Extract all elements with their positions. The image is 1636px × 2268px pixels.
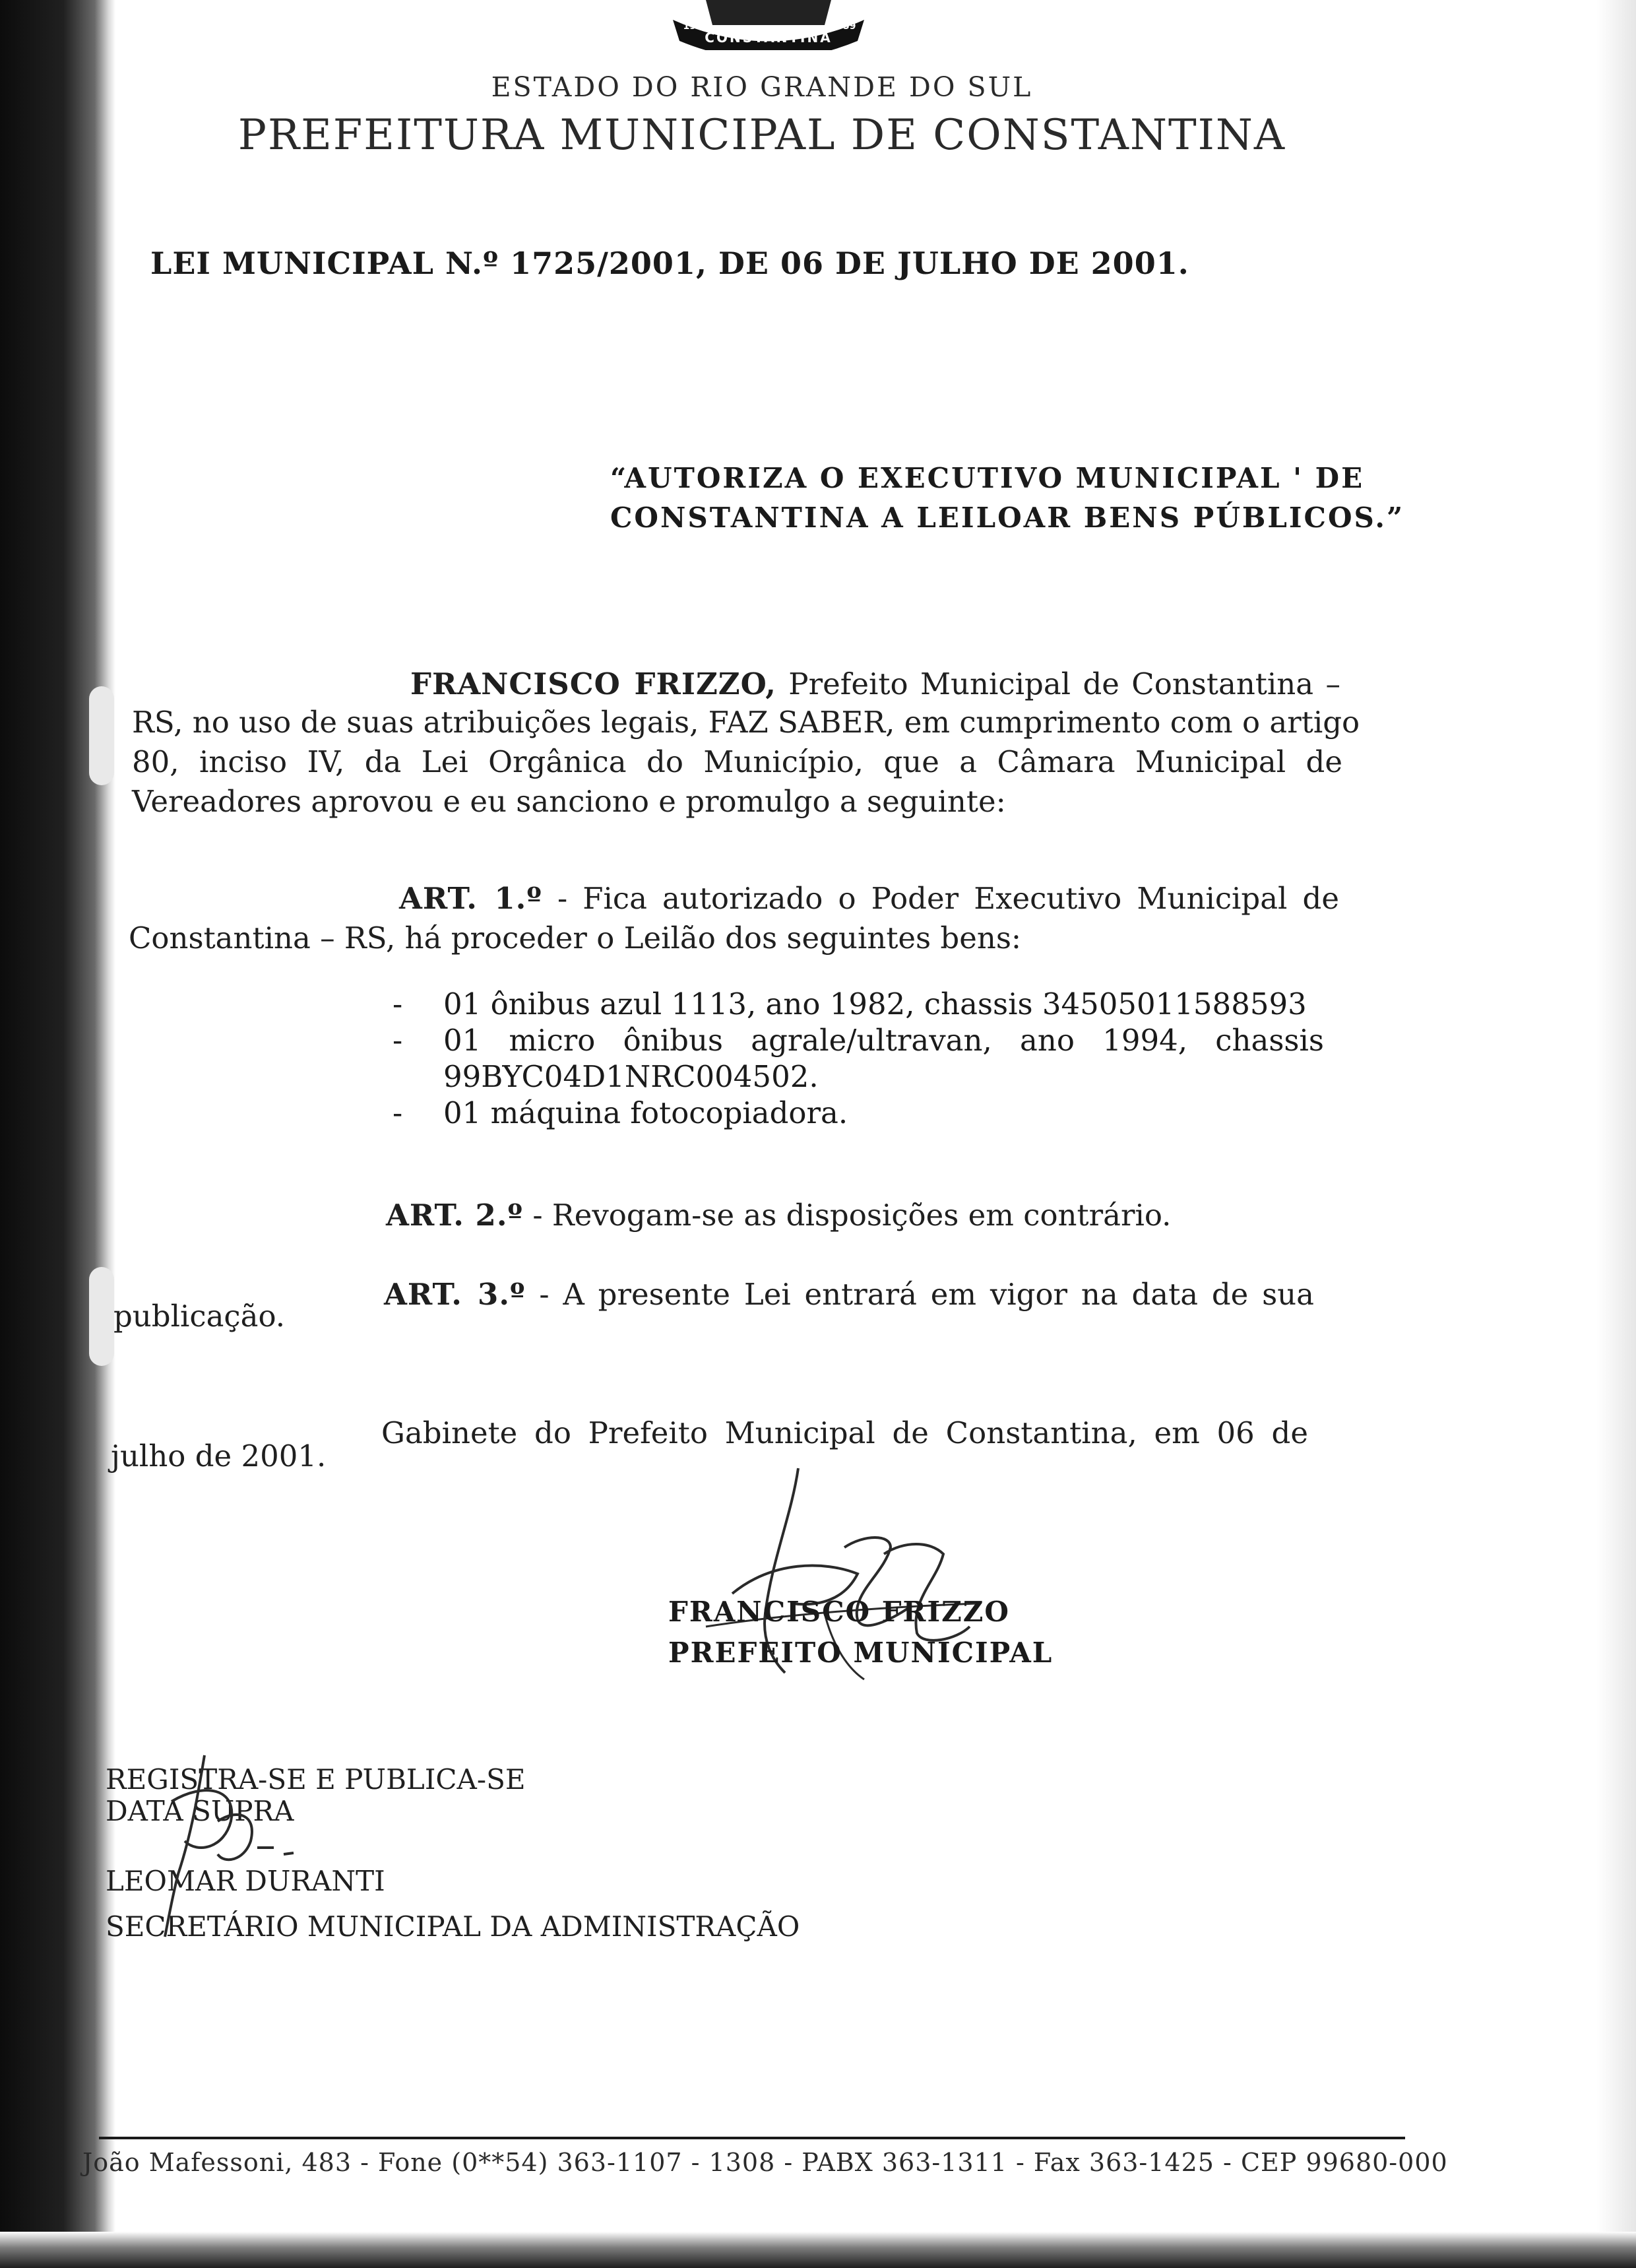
- ementa-line-1: “AUTORIZA O EXECUTIVO MUNICIPAL ' DE: [610, 462, 1365, 494]
- art2-text: - Revogam-se as disposições em contrário.: [532, 1198, 1172, 1233]
- list-bullet: -: [393, 1023, 403, 1058]
- seal-name: CONSTANTINA: [705, 30, 833, 46]
- list-item-2-line-1: 01 micro ônibus agrale/ultravan, ano 1994, chassis: [443, 1023, 1324, 1058]
- law-title: LEI MUNICIPAL N.º 1725/2001, DE 06 DE JULHO DE 2001.: [150, 245, 1189, 281]
- preamble-line-2: RS, no uso de suas atribuições legais, FAZ SABER, em cumprimento com o artigo: [132, 705, 1360, 740]
- art2-line: [386, 1198, 1171, 1233]
- mayor-name: FRANCISCO FRIZZO: [668, 1596, 1011, 1628]
- art1-line-2: Constantina – RS, há proceder o Leilão dos seguintes bens:: [129, 921, 1022, 956]
- preamble-line-3: 80, inciso IV, da Lei Orgânica do Município, que a Câmara Municipal de: [132, 744, 1342, 779]
- list-bullet: -: [393, 987, 403, 1021]
- art1-label: ART. 1.º: [399, 881, 542, 916]
- secretary-signature-icon: [106, 1742, 303, 1940]
- municipal-seal-icon: [666, 0, 871, 50]
- secretary-name: LEOMAR DURANTI: [106, 1865, 385, 1897]
- secretary-title: SECRETÁRIO MUNICIPAL DA ADMINISTRAÇÃO: [106, 1910, 800, 1943]
- state-heading: ESTADO DO RIO GRANDE DO SUL: [491, 71, 1033, 103]
- mayor-name-inline: FRANCISCO FRIZZO,: [410, 666, 776, 701]
- punch-hole-bottom: [89, 1267, 114, 1366]
- page-edge: [1596, 0, 1636, 2268]
- preamble-line-4: Vereadores aprovou e eu sanciono e promulgo a seguinte:: [132, 784, 1006, 819]
- preamble-line-1: [410, 666, 1340, 701]
- art3-line-1: [384, 1277, 1314, 1312]
- scan-bottom-shadow: [0, 2232, 1636, 2268]
- registration-line-2: DATA SUPRA: [106, 1795, 294, 1827]
- art1-line-1: [399, 881, 1339, 916]
- art2-label: ART. 2.º: [386, 1198, 524, 1233]
- footer-address: João Mafessoni, 483 - Fone (0**54) 363-1107 - 1308 - PABX 363-1311 - Fax 363-1425 - CEP 99680-000: [82, 2148, 1448, 2177]
- prefeitura-heading: PREFEITURA MUNICIPAL DE CONSTANTINA: [237, 111, 1286, 160]
- preamble-line-1-text: Prefeito Municipal de Constantina –: [788, 666, 1340, 701]
- footer-rule: [99, 2137, 1405, 2139]
- art1-line-1-text: - Fica autorizado o Poder Executivo Municipal de: [557, 881, 1339, 916]
- mayor-title: PREFEITO MUNICIPAL: [668, 1636, 1054, 1669]
- closing-line-1: Gabinete do Prefeito Municipal de Constantina, em 06 de: [381, 1415, 1308, 1450]
- seal-left-year: 1904: [683, 21, 709, 32]
- closing-line-2: julho de 2001.: [111, 1439, 327, 1474]
- art3-line-2: publicação.: [113, 1299, 286, 1334]
- list-item-2-line-2: 99BYC04D1NRC004502.: [443, 1059, 819, 1094]
- list-item-3: 01 máquina fotocopiadora.: [443, 1095, 848, 1130]
- scan-dark-edge: [0, 0, 115, 2268]
- list-item-1: 01 ônibus azul 1113, ano 1982, chassis 34505011588593: [443, 987, 1307, 1021]
- ementa-line-2: CONSTANTINA A LEILOAR BENS PÚBLICOS.”: [610, 502, 1405, 534]
- art3-label: ART. 3.º: [384, 1277, 526, 1312]
- seal-right-year: 1959: [830, 21, 856, 32]
- punch-hole-top: [89, 686, 114, 785]
- list-bullet: -: [393, 1095, 403, 1130]
- registration-line-1: REGISTRA-SE E PUBLICA-SE: [106, 1763, 526, 1796]
- art3-line-1-text: - A presente Lei entrará em vigor na data de sua: [539, 1277, 1314, 1312]
